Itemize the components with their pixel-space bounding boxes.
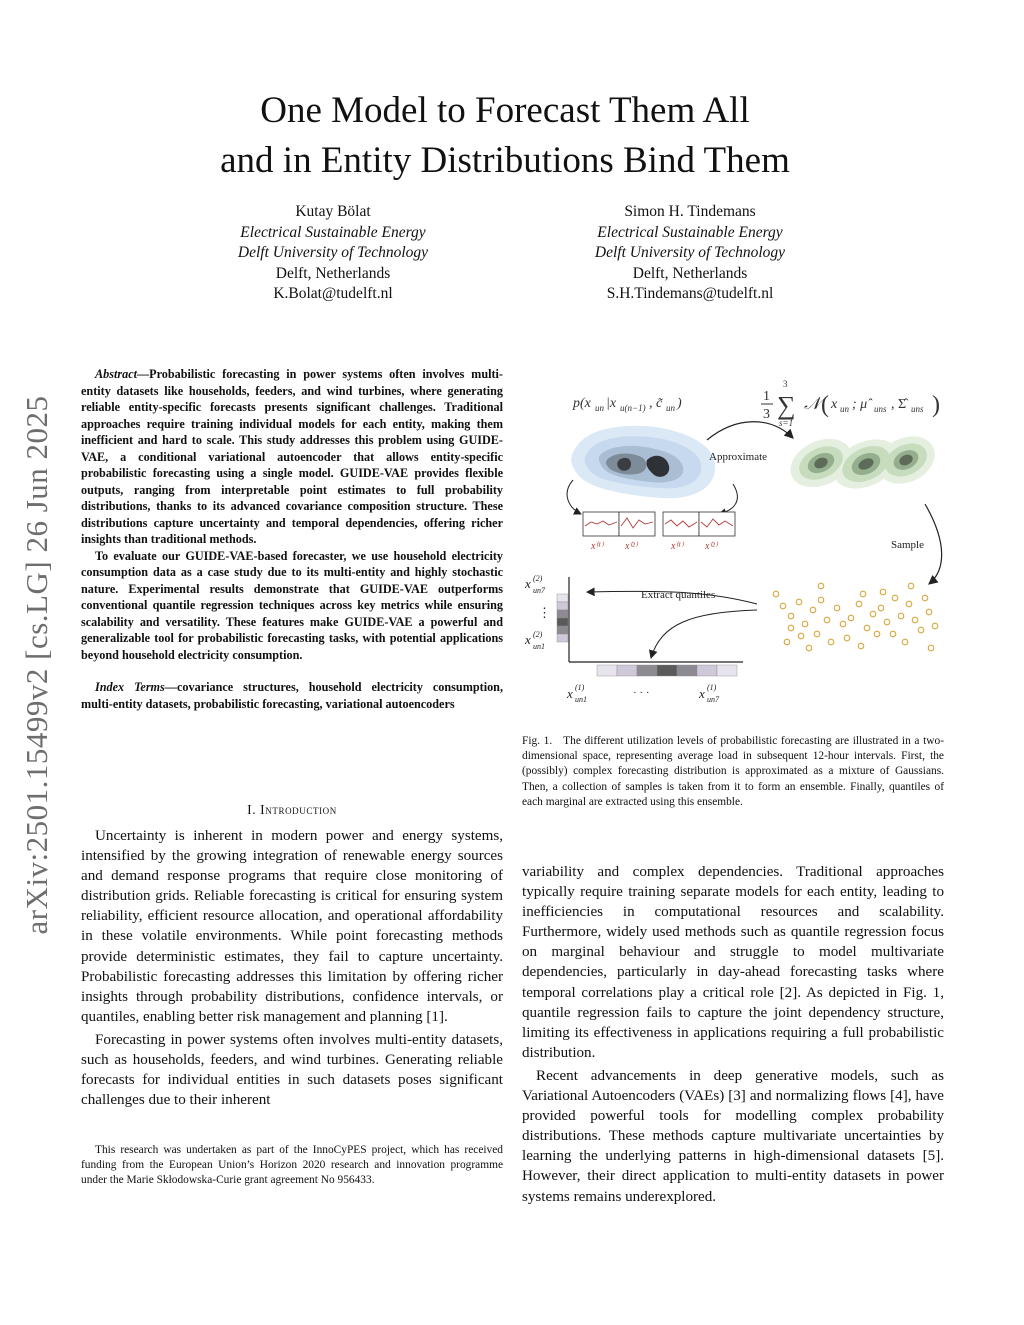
abstract-lead: Abstract— — [95, 367, 150, 381]
author-email: K.Bolat@tudelft.nl — [273, 285, 393, 302]
sample-point — [878, 605, 884, 611]
svg-text:un1: un1 — [533, 642, 545, 651]
section-heading — [81, 802, 503, 818]
sample-point — [892, 595, 898, 601]
svg-text:): ) — [677, 396, 682, 411]
sample-point — [828, 639, 834, 645]
author-block-1 — [168, 202, 498, 305]
formula-conditional — [572, 396, 682, 413]
sample-point — [908, 583, 914, 589]
horizontal-ellipsis: · · · — [633, 687, 650, 699]
author-email: S.H.Tindemans@tudelft.nl — [606, 285, 774, 302]
author-univ: Delft University of Technology — [237, 244, 429, 261]
sample-point — [912, 617, 918, 623]
svg-text:(1): (1) — [707, 683, 717, 692]
sample-point — [922, 595, 928, 601]
title-line-2: and in Entity Distributions Bind Them — [220, 140, 790, 181]
svg-text:3: 3 — [763, 407, 770, 422]
sample-point — [780, 603, 786, 609]
svg-text:, c̃: , c̃ — [649, 396, 663, 411]
sample-point — [884, 619, 890, 625]
svg-text:u(n−1): u(n−1) — [620, 403, 646, 413]
arxiv-stamp-text: arXiv:2501.15499v2 [cs.LG] 26 Jun 2025 — [19, 395, 54, 935]
right-column-text — [522, 862, 944, 1207]
author-dept: Electrical Sustainable Energy — [597, 223, 783, 241]
sample-point — [806, 645, 812, 651]
abstract-p1 — [81, 366, 503, 548]
caption-text: The different utilization levels of probabilistic forecasting are illustrated in a two-dimensional space, representing average load in subsequent 12-hour intervals. First, the (possibly) complex forecasting distribution is approximated as a mixture of Gaussians. Then, a collection of samples is taken from it to form an ensemble. Finally, quantiles of each marginal are extracted using this ensemble. — [522, 735, 945, 808]
sample-point — [856, 601, 862, 607]
svg-text:1: 1 — [763, 389, 770, 404]
sample-point — [810, 607, 816, 613]
sample-point — [798, 633, 804, 639]
author-block-2 — [525, 202, 855, 305]
author-dept: Electrical Sustainable Energy — [240, 223, 426, 241]
svg-text:(1): (1) — [575, 683, 585, 692]
sample-point — [818, 583, 824, 589]
sample-point — [874, 631, 880, 637]
svg-text:un7: un7 — [533, 586, 545, 595]
figure-caption — [522, 734, 944, 810]
approximate-label: Approximate — [709, 451, 768, 463]
svg-text:x: x — [525, 576, 531, 591]
paper-title — [100, 86, 910, 186]
author-name: Kutay Bölat — [295, 203, 371, 220]
sample-point — [926, 609, 932, 615]
sample-point — [834, 605, 840, 611]
gaussian-mixture-blob — [783, 427, 943, 498]
svg-text:x: x — [567, 686, 573, 701]
svg-text:𝒩: 𝒩 — [804, 394, 821, 413]
sample-point — [870, 611, 876, 617]
abstract-text-1: Probabilistic forecasting in power systems often involves multi-entity datasets like households, feeders, and wind turbines, where generating reliable entity-specific forecasts presents significant challenges. Traditional approaches require training individual models for each entity, making them inefficient and hard to scale. This study addresses this problem using GUIDE-VAE, a conditional variational autoencoder that allows entity-specific probabilistic forecasting using a single model. GUIDE-VAE provides flexible outputs, ranging from interpretable point estimates to full probability distributions, thanks to its advanced covariance composition structure. These distributions capture uncertainty and temporal dependencies, offering richer insights than traditional methods. — [81, 367, 503, 546]
footnote-text: This research was undertaken as part of the InnoCyPES project, which has received funding from the European Union’s Horizon 2020 research and innovation programme under the Marie Skłodowska-Curie grant agreement No 956433. — [81, 1144, 503, 1186]
sample-point — [880, 589, 886, 595]
sample-point — [796, 599, 802, 605]
sample-point — [784, 639, 790, 645]
svg-text:x⁽²⁾: x⁽²⁾ — [625, 541, 638, 552]
sample-label: Sample — [891, 539, 924, 551]
svg-text:): ) — [932, 392, 940, 418]
footnote — [81, 1143, 503, 1188]
sample-point — [773, 591, 779, 597]
formula-mixture — [761, 379, 940, 428]
section-title: Introduction — [260, 802, 337, 817]
abstract-p2: To evaluate our GUIDE-VAE-based forecaster, we use household electricity consumption data as a case study due to its multi-entity and highly stochastic nature. Experimental results demonstrate that GUIDE-VAE outperforms conventional quantile regression techniques across key metrics while ensuring scalability and versatility. These features make GUIDE-VAE a powerful and generalizable tool for probabilistic forecasting tasks, with potential applications beyond household electricity consumption. — [81, 548, 503, 662]
sample-point — [906, 601, 912, 607]
sample-point — [840, 621, 846, 627]
author-city: Delft, Netherlands — [275, 264, 391, 282]
svg-text:(: ( — [821, 392, 829, 418]
svg-text:, Σ̂: , Σ̂ — [891, 397, 907, 412]
svg-text:uns: uns — [911, 404, 924, 414]
sample-arrow — [925, 504, 942, 584]
sample-point — [918, 627, 924, 633]
abstract-block — [81, 366, 503, 712]
svg-text:un7: un7 — [707, 695, 719, 704]
sample-point — [818, 597, 824, 603]
sample-point — [824, 617, 830, 623]
svg-text:un: un — [666, 403, 675, 413]
extract-arrow-down — [651, 610, 757, 658]
author-city: Delft, Netherlands — [632, 264, 748, 282]
vertical-ellipsis: ⋮ — [538, 605, 551, 620]
author-univ: Delft University of Technology — [594, 244, 786, 261]
sample-point — [788, 613, 794, 619]
svg-text:x⁽²⁾: x⁽²⁾ — [705, 541, 718, 552]
svg-text:(2): (2) — [533, 630, 543, 639]
sample-point — [814, 631, 820, 637]
author-name: Simon H. Tindemans — [624, 203, 756, 220]
sample-point — [932, 623, 938, 629]
intro-p1: Uncertainty is inherent in modern power and energy systems, intensified by the growing integration of renewable energy sources and demand response programs that require close monitoring of distribution grids. Reliable forecasting is critical for ensuring system reliability, efficient resource allocation, and operational affordability in these volatile environments. While point forecasting methods provide deterministic estimates, they fail to capture uncertainty. Probabilistic forecasting addresses this limitation by offering richer insights through probability distributions, confidence intervals, or quantiles, enabling better risk management and planning [1]. — [81, 828, 503, 1025]
svg-text:un1: un1 — [575, 695, 587, 704]
index-terms-lead: Index Terms— — [95, 680, 177, 694]
samples-scatter — [773, 583, 938, 651]
svg-text:uns: uns — [874, 404, 887, 414]
complex-distribution-blob — [571, 426, 715, 499]
caption-label: Fig. 1. — [522, 735, 553, 747]
sample-point — [844, 635, 850, 641]
sample-point — [860, 591, 866, 597]
sample-point — [898, 613, 904, 619]
right-p1: variability and complex dependencies. Traditional approaches typically require training separate models for each entity, leading to inefficiencies in computational resources and scalability. Furthermore, widely used methods such as quantile regression focus on marginal behaviour and struggle to model multivariate dependencies, particularly in day-ahead forecasting tasks where temporal correlations play a critical role [2]. As depicted in Fig. 1, quantile regression fails to capture the joint dependency structure, limiting its effectiveness in applications requiring a full probabilistic distribution. — [522, 864, 944, 1061]
index-terms — [81, 679, 503, 712]
svg-text:un: un — [840, 404, 849, 414]
svg-text:; μ̂: ; μ̂ — [852, 397, 868, 412]
title-line-1: One Model to Forecast Them All — [260, 90, 750, 131]
sample-point — [848, 615, 854, 621]
svg-text:x⁽¹⁾: x⁽¹⁾ — [591, 541, 604, 552]
figure-1 — [521, 372, 945, 712]
svg-text:(2): (2) — [533, 574, 543, 583]
sample-point — [928, 645, 934, 651]
extract-quantiles-label: Extract quantiles — [641, 589, 716, 601]
svg-text:un: un — [595, 403, 604, 413]
sample-point — [902, 639, 908, 645]
intro-text — [81, 826, 503, 1110]
svg-text:∑: ∑ — [777, 391, 796, 420]
index-terms-text: covariance structures, household electricity consumption, multi-entity datasets, probabilistic forecasting, variational autoencoders — [81, 680, 503, 711]
sample-point — [788, 625, 794, 631]
right-p2: Recent advancements in deep generative models, such as Variational Autoencoders (VAEs) [3] and normalizing flows [4], have provided powerful tools for modelling complex probability distributions. These methods capture multivariate uncertainties by learning the underlying patterns in high-dimensional datasets [5]. However, their direct application to multi-entity datasets in power systems remains underexplored. — [522, 1067, 944, 1205]
svg-text:x: x — [699, 686, 705, 701]
sample-point — [802, 621, 808, 627]
svg-text:x⁽¹⁾: x⁽¹⁾ — [671, 541, 684, 552]
svg-text:x: x — [831, 397, 838, 412]
sample-point — [858, 643, 864, 649]
svg-text:x: x — [525, 632, 531, 647]
figure-1-svg — [521, 372, 945, 712]
section-number: I. — [247, 802, 257, 817]
intro-p2: Forecasting in power systems often involves multi-entity datasets, such as households, feeders, and wind turbines. Generating reliable forecasts for individual entities in such datasets poses significant challenges due to their inherent — [81, 1031, 503, 1109]
svg-text:|x: |x — [606, 396, 617, 411]
sample-point — [864, 625, 870, 631]
svg-text:s=1: s=1 — [779, 418, 794, 428]
sample-point — [890, 631, 896, 637]
svg-text:p(x: p(x — [573, 396, 591, 411]
svg-text:3: 3 — [783, 379, 788, 389]
